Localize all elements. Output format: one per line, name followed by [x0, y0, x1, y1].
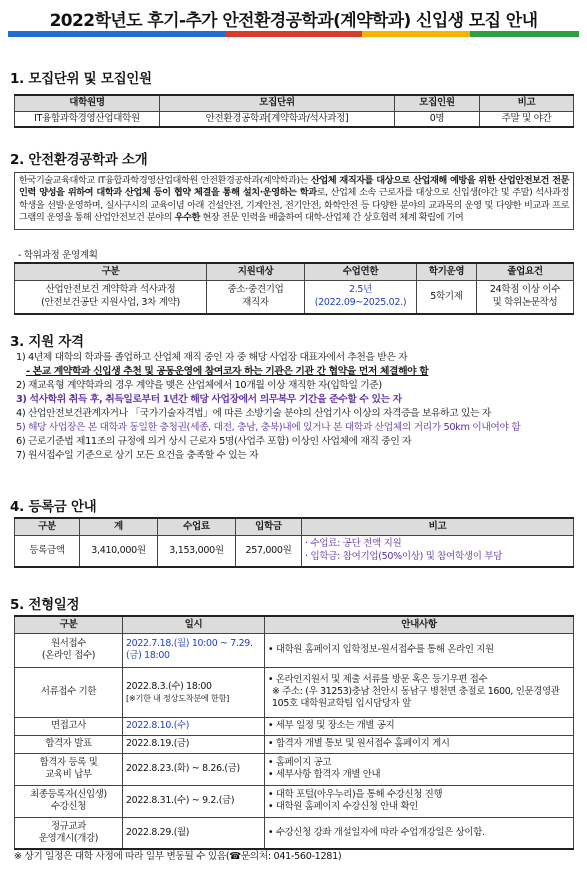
plan-target-line: 중소·중견기업: [227, 284, 284, 296]
schedule-info-line: • 수강신청 강좌 개설일자에 따라 수업개강일은 상이함.: [268, 826, 485, 838]
schedule-header: 일시: [123, 616, 265, 633]
plan-header: 지원대상: [207, 263, 305, 280]
section-heading-recruit: 1. 모집단위 및 모집인원: [10, 71, 152, 87]
bar-segment-red: [225, 31, 362, 37]
tuition-table: [14, 517, 574, 568]
qualification-item: 6) 근로기준법 제11조의 규정에 의거 상시 근로자 5명(사업주 포함) 이상인 사업체에 재직 중인 자: [16, 436, 412, 447]
schedule-info-line: • 대학원 홈페이지 입학정보-원서접수를 통해 온라인 지원: [268, 643, 494, 655]
schedule-info-line: • 세부사항 합격자 개별 안내: [268, 769, 381, 780]
schedule-item: 원서접수 (온라인 접수): [15, 633, 123, 667]
plan-years: [305, 280, 417, 314]
tuition-note-line: · 수업료: 공단 전액 지원: [305, 537, 402, 549]
plan-years-line: (2022.09~2025.02.): [314, 296, 407, 308]
section-heading-tuition: 4. 등록금 안내: [10, 499, 97, 515]
schedule-footnote: ※ 상기 일정은 대학 사정에 따라 일부 변동될 수 있음(☎문의처: 041-560-1281): [14, 851, 342, 862]
schedule-item: 최종등록자(신입생) 수강신청: [15, 785, 123, 817]
schedule-item: 서류접수 기한: [15, 667, 123, 717]
recruit-header: 모집단위: [160, 95, 395, 111]
plan-type: [15, 280, 207, 314]
recruit-cell: IT융합과학경영산업대학원: [15, 111, 160, 127]
schedule-info: [265, 817, 574, 849]
tuition-header: 입학금: [236, 518, 302, 535]
recruit-header: 대학원명: [15, 95, 160, 111]
schedule-date: 2022.8.23.(화) ~ 8.26.(금): [123, 753, 265, 785]
recruit-table: [14, 94, 574, 128]
recruit-cell: 안전환경공학과[계약학과/석사과정]: [160, 111, 395, 127]
tuition-header: 계: [80, 518, 158, 535]
schedule-info-line: • 온라인지원서 및 제출 서류를 방문 혹은 등기우편 접수: [268, 673, 488, 685]
plan-type-line: (안전보건공단 지원사업, 3차 계약): [41, 296, 180, 308]
schedule-date-line: 2022.8.3.(수) 18:00: [126, 680, 212, 692]
schedule-info-line: • 세부 일정 및 장소는 개별 공지: [268, 719, 395, 731]
qualification-item: 3) 석사학위 취득 후, 취득일로부터 1년간 해당 사업장에서 의무복무 기간을 준수할 수 있는 자: [16, 394, 402, 405]
plan-header: 수업연한: [305, 263, 417, 280]
plan-label: - 학위과정 운영계획: [18, 250, 98, 261]
schedule-info: [265, 753, 574, 785]
tuition-cell: 3,153,000원: [158, 535, 236, 567]
schedule-date: 2022.8.10.(수): [123, 717, 265, 735]
plan-header: 구분: [15, 263, 207, 280]
plan-grad-line: 및 학위논문작성: [492, 296, 558, 308]
schedule-item: 합격자 발표: [15, 735, 123, 753]
recruit-header: 모집인원: [395, 95, 480, 111]
qualification-item: 2) 재교육형 계약학과의 경우 계약을 맺은 산업체에서 10개월 이상 재직한 자(입학일 기준): [16, 380, 382, 391]
intro-text: 로, 산업체 소속 근로자를 대상으로 신입생(야간 및 주말) 석사과정 학생을 선발·운영하며, 실사구시의 교육이념 아래 건설안전, 기계안전, 전기안전, 화학안전 등 다양한 분야의 교과목의 운영 및 다양한 비교과 프로그램의 운영을 통해 산업안전보건 분야의: [19, 187, 569, 223]
schedule-header: 안내사항: [265, 616, 574, 633]
schedule-info-line: • 대학 포털(아우누리)을 통해 수강신청 진행: [268, 788, 443, 800]
plan-header: 졸업요건: [477, 263, 574, 280]
bar-segment-blue: [8, 31, 225, 37]
schedule-table: [14, 615, 574, 850]
intro-bold: 우수한: [174, 211, 200, 223]
section-heading-intro: 2. 안전환경공학과 소개: [10, 152, 148, 168]
plan-type-line: 산업안전보건 계약학과 석사과정: [45, 284, 176, 296]
plan-header: 학기운영: [417, 263, 477, 280]
tuition-header: 수업료: [158, 518, 236, 535]
schedule-info-line: • 대학원 홈페이지 수강신청 안내 확인: [268, 801, 418, 812]
tuition-cell: 등록금액: [15, 535, 80, 567]
qualification-item: 5) 해당 사업장은 본 대학과 동일한 충청권(세종, 대전, 충남, 충북)내에 있거나 본 대학과 산업체의 거리가 50km 이내여야 함: [16, 422, 521, 433]
section-heading-schedule: 5. 전형일정: [10, 597, 80, 613]
plan-target-line: 재직자: [242, 296, 269, 308]
schedule-item: 면접고사: [15, 717, 123, 735]
plan-grad-line: 24학점 이상 이수: [489, 284, 561, 296]
plan-graduation: [477, 280, 574, 314]
schedule-item: 합격자 등록 및 교육비 납부: [15, 753, 123, 785]
tuition-cell: 3,410,000원: [80, 535, 158, 567]
schedule-info-line: • 합격자 개별 통보 및 원서접수 홈페이지 게시: [268, 737, 450, 749]
tuition-cell: 257,000원: [236, 535, 302, 567]
recruit-cell: 0명: [395, 111, 480, 127]
schedule-header: 구분: [15, 616, 123, 633]
tuition-note: [302, 535, 574, 567]
intro-box: [14, 172, 574, 230]
schedule-info: [265, 717, 574, 735]
schedule-info: [265, 735, 574, 753]
qualification-item: 1) 4년제 대학의 학과를 졸업하고 산업체 재직 중인 자 중 해당 사업장 대표자에서 추천을 받은 자: [16, 352, 408, 363]
plan-target: [207, 280, 305, 314]
tuition-header: 비고: [302, 518, 574, 535]
schedule-date: [123, 667, 265, 717]
qualification-item: 4) 산업안전보건관계자거나 「국가기술자격법」에 따른 소방기술 분야의 산업기사 이상의 자격증을 보유하고 있는 자: [16, 408, 491, 419]
schedule-item: 정규교과 운영개시(개강): [15, 817, 123, 849]
plan-years-line: 2.5년: [348, 284, 373, 296]
intro-text: 현장 전문 인력을 배출하여 대학-산업체 간 상호협력 체계 확립에 기여: [199, 211, 464, 223]
schedule-info-line: ※ 주소: (우 31253)충남 천안시 동남구 병천면 충절로 1600, 인문경영관 105호 대학원교학팀 입시담당자 앞: [272, 685, 560, 710]
recruit-cell: 주말 및 야간: [480, 111, 574, 127]
tuition-header: 구분: [15, 518, 80, 535]
schedule-date: 2022.8.19.(금): [123, 735, 265, 753]
schedule-date-note: [※기한 내 정상도착분에 한함]: [126, 692, 229, 703]
schedule-date: 2022.8.29.(월): [123, 817, 265, 849]
schedule-info: [265, 667, 574, 717]
schedule-info-line: • 홈페이지 공고: [268, 756, 332, 768]
schedule-info: [265, 633, 574, 667]
qualification-subnote: - 본교 계약학과 신입생 추천 및 공동운영에 참여코자 하는 기관은 기관 간 협약을 먼저 체결해야 함: [26, 366, 429, 377]
qualification-list: [16, 351, 579, 463]
bar-segment-yellow: [362, 31, 470, 37]
intro-bold: 산업체 재직자를 대상으로 산업재해 예방을 위한 산업안전보건 전문인력 양성을 위하여 대학과 산업체 등이 협약 체결을 통해 설치·운영하는 학과: [19, 175, 569, 199]
bar-segment-green: [470, 31, 578, 37]
schedule-date: 2022.7.18.(월) 10:00 ~ 7.29.(금) 18:00: [123, 633, 265, 667]
schedule-info: [265, 785, 574, 817]
recruit-header: 비고: [480, 95, 574, 111]
section-heading-qualification: 3. 지원 자격: [10, 334, 84, 350]
title-underline-bar: [8, 31, 579, 37]
intro-text: 한국기술교육대학교 IT융합과학경영산업대학원 안전환경공학과(계약학과)는: [19, 175, 311, 186]
plan-table: [14, 262, 574, 315]
tuition-note-line: · 입학금: 참여기업(50%이상) 및 참여학생이 부담: [305, 550, 503, 562]
schedule-date: 2022.8.31.(수) ~ 9.2.(금): [123, 785, 265, 817]
page-title: 2022학년도 후기-추가 안전환경공학과(계약학과) 신입생 모집 안내: [49, 11, 538, 31]
plan-semester: 5학기제: [417, 280, 477, 314]
qualification-item: 7) 원서접수일 기준으로 상기 모든 요건을 충족할 수 있는 자: [16, 450, 259, 461]
